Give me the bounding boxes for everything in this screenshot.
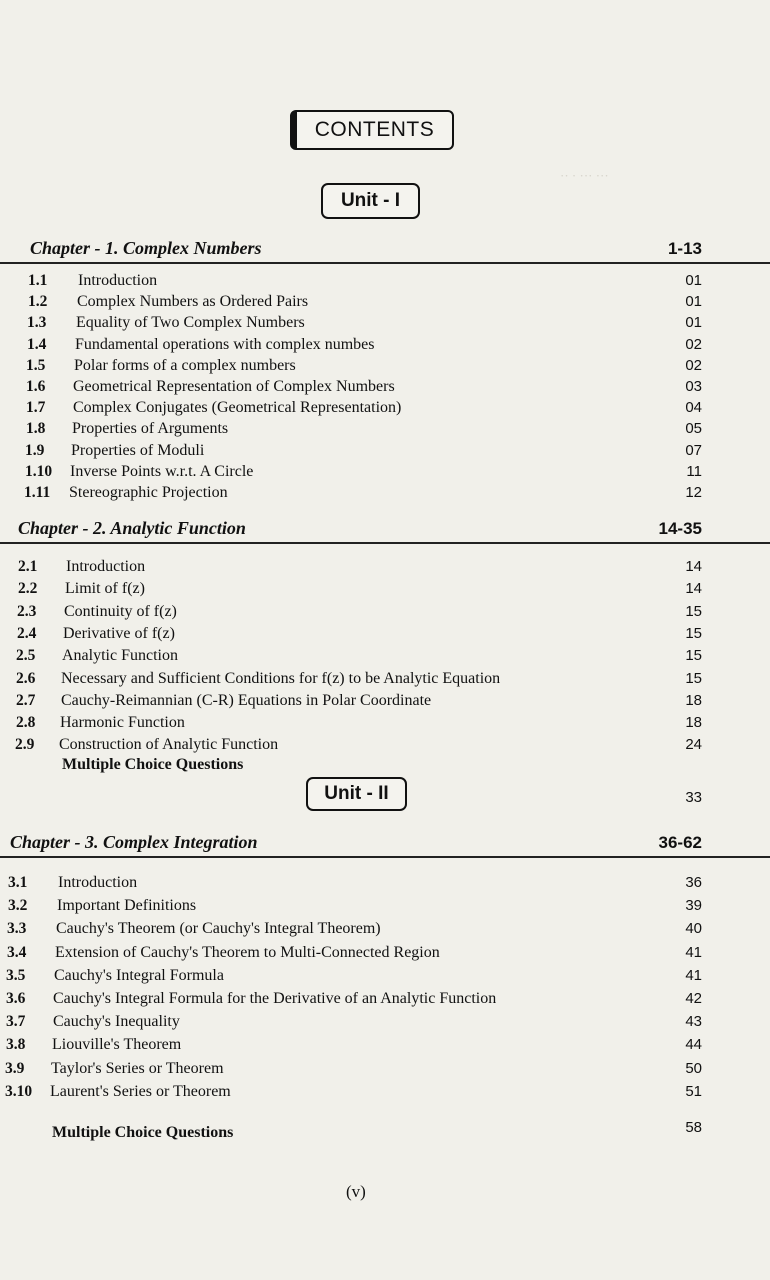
- section-page: 07: [685, 441, 702, 459]
- section-page: 51: [685, 1082, 702, 1100]
- section-title: Cauchy's Theorem (or Cauchy's Integral Theorem): [56, 920, 381, 938]
- section-title: Limit of f(z): [65, 580, 145, 598]
- toc-row: [0, 874, 770, 896]
- section-page: 41: [685, 943, 702, 961]
- section-page: 43: [685, 1013, 702, 1031]
- toc-row: [0, 897, 770, 919]
- unit-1-label: Unit - I: [321, 183, 420, 219]
- chapter-3-header: [0, 826, 770, 858]
- toc-row: [0, 399, 770, 421]
- section-number: 2.6: [16, 669, 36, 687]
- section-title: Introduction: [58, 874, 138, 891]
- section-page: 02: [685, 335, 702, 353]
- section-number: 1.1: [28, 272, 48, 289]
- section-title: Polar forms of a complex numbers: [74, 356, 296, 374]
- section-page: 02: [685, 356, 702, 374]
- section-page: 18: [685, 714, 702, 732]
- section-title: Complex Numbers as Ordered Pairs: [77, 293, 309, 311]
- section-number: 3.4: [7, 943, 27, 961]
- section-title: Taylor's Series or Theorem: [51, 1059, 224, 1077]
- section-page: 12: [685, 484, 702, 501]
- section-title: Properties of Moduli: [71, 441, 205, 459]
- section-page: 05: [685, 420, 702, 438]
- section-title: Laurent's Series or Theorem: [50, 1082, 231, 1100]
- section-page: 04: [685, 399, 702, 417]
- section-number: 3.7: [6, 1013, 26, 1031]
- page-number: (v): [346, 1182, 366, 1201]
- section-page: 15: [685, 647, 702, 665]
- section-title: Geometrical Representation of Complex Numbers: [73, 378, 395, 395]
- toc-row: [0, 714, 770, 736]
- toc-row: [0, 1083, 770, 1105]
- chapter-pages: 14-35: [658, 519, 702, 538]
- section-number: 1.7: [26, 399, 46, 417]
- section-page: 11: [686, 462, 702, 480]
- toc-row: [0, 647, 770, 669]
- section-title: Cauchy-Reimannian (C-R) Equations in Polar Coordinate: [61, 691, 432, 709]
- section-title: Equality of Two Complex Numbers: [76, 314, 305, 332]
- section-number: 3.3: [7, 920, 27, 938]
- section-title: Stereographic Projection: [69, 484, 228, 501]
- toc-row: [0, 920, 770, 942]
- section-number: 3.9: [5, 1059, 25, 1077]
- toc-row: [0, 1036, 770, 1058]
- section-title: Cauchy's Inequality: [53, 1013, 180, 1031]
- toc-row: [0, 558, 770, 580]
- toc-row: [0, 944, 770, 966]
- toc-row: [0, 272, 770, 294]
- section-page: 18: [685, 691, 702, 709]
- section-number: 3.10: [5, 1082, 33, 1100]
- section-title: Extension of Cauchy's Theorem to Multi-Connected Region: [55, 943, 440, 961]
- section-number: 1.6: [26, 378, 46, 395]
- chapter-2-header: [0, 512, 770, 544]
- chapter-title: Chapter - 3. Complex Integration: [10, 832, 258, 852]
- mcq-page-ch3: 58: [685, 1119, 702, 1136]
- toc-row: [0, 967, 770, 989]
- toc-row: [0, 1060, 770, 1082]
- section-number: 2.5: [16, 647, 36, 665]
- mcq-link-ch2: Multiple Choice Questions: [62, 756, 244, 773]
- section-title: Introduction: [78, 272, 158, 289]
- section-number: 2.9: [15, 736, 35, 754]
- toc-row: [0, 463, 770, 485]
- contents-heading: CONTENTS: [290, 110, 454, 150]
- mcq-link-ch3: Multiple Choice Questions: [52, 1124, 234, 1141]
- section-number: 3.1: [8, 874, 28, 891]
- unit-2-label: Unit - II: [306, 777, 407, 811]
- section-page: 03: [685, 378, 702, 395]
- section-page: 42: [685, 990, 702, 1007]
- section-title: Derivative of f(z): [63, 624, 175, 642]
- section-page: 39: [685, 897, 702, 915]
- section-number: 2.7: [16, 691, 36, 709]
- section-page: 50: [685, 1059, 702, 1077]
- toc-row: [0, 293, 770, 315]
- section-title: Inverse Points w.r.t. A Circle: [70, 462, 254, 480]
- section-number: 2.2: [18, 580, 38, 598]
- section-title: Important Definitions: [57, 897, 197, 915]
- toc-row: [0, 580, 770, 602]
- section-number: 1.8: [26, 420, 46, 438]
- section-page: 15: [685, 624, 702, 642]
- chapter-1-header: [0, 232, 770, 264]
- section-number: 1.9: [25, 441, 45, 459]
- bleed-through-text: ·· · ··· ···: [560, 168, 609, 183]
- section-title: Continuity of f(z): [64, 602, 177, 620]
- section-number: 3.8: [6, 1036, 26, 1054]
- chapter-pages: 36-62: [658, 833, 702, 852]
- toc-row: [0, 603, 770, 625]
- section-page: 14: [685, 558, 702, 575]
- section-title: Complex Conjugates (Geometrical Representation): [73, 399, 402, 417]
- chapter-title: Chapter - 2. Analytic Function: [18, 518, 246, 538]
- chapter-title: Chapter - 1. Complex Numbers: [30, 238, 262, 258]
- toc-row: [0, 990, 770, 1012]
- section-page: 36: [685, 874, 702, 891]
- section-title: Necessary and Sufficient Conditions for f(z) to be Analytic Equation: [61, 669, 501, 687]
- section-page: 14: [685, 580, 702, 598]
- section-page: 44: [685, 1036, 702, 1054]
- toc-row: [0, 420, 770, 442]
- section-number: 2.3: [17, 602, 37, 620]
- section-number: 1.5: [26, 356, 46, 374]
- toc-row: [0, 625, 770, 647]
- section-page: 15: [685, 669, 702, 687]
- section-number: 1.10: [25, 462, 53, 480]
- toc-row: [0, 692, 770, 714]
- section-number: 1.4: [27, 335, 47, 353]
- section-number: 2.4: [17, 624, 37, 642]
- toc-row: [0, 378, 770, 400]
- chapter-pages: 1-13: [667, 239, 702, 258]
- toc-row: [0, 442, 770, 464]
- section-title: Construction of Analytic Function: [59, 736, 279, 754]
- toc-row: [0, 314, 770, 336]
- toc-row: [0, 1013, 770, 1035]
- section-number: 2.1: [18, 558, 38, 575]
- section-title: Analytic Function: [62, 647, 178, 665]
- section-title: Fundamental operations with complex numbes: [75, 335, 375, 353]
- section-number: 1.2: [28, 293, 48, 311]
- section-title: Introduction: [66, 558, 146, 575]
- section-page: 01: [685, 293, 702, 311]
- section-page: 01: [685, 314, 702, 332]
- section-number: 3.5: [6, 966, 26, 984]
- toc-row: [0, 670, 770, 692]
- section-title: Harmonic Function: [60, 714, 185, 732]
- section-number: 1.11: [24, 484, 51, 501]
- section-title: Properties of Arguments: [72, 420, 229, 438]
- section-title: Cauchy's Integral Formula for the Derivative of an Analytic Function: [53, 990, 497, 1007]
- toc-row: [0, 336, 770, 358]
- toc-row: [0, 484, 770, 506]
- section-page: 41: [685, 966, 702, 984]
- section-page: 40: [685, 920, 702, 938]
- section-page: 01: [685, 272, 702, 289]
- mcq-page-ch2: 33: [685, 789, 702, 806]
- section-number: 2.8: [16, 714, 36, 732]
- section-page: 15: [685, 602, 702, 620]
- section-title: Cauchy's Integral Formula: [54, 966, 224, 984]
- section-number: 3.2: [8, 897, 28, 915]
- section-number: 1.3: [27, 314, 47, 332]
- section-page: 24: [685, 736, 702, 754]
- section-title: Liouville's Theorem: [52, 1036, 182, 1054]
- section-number: 3.6: [6, 990, 26, 1007]
- toc-row: [0, 357, 770, 379]
